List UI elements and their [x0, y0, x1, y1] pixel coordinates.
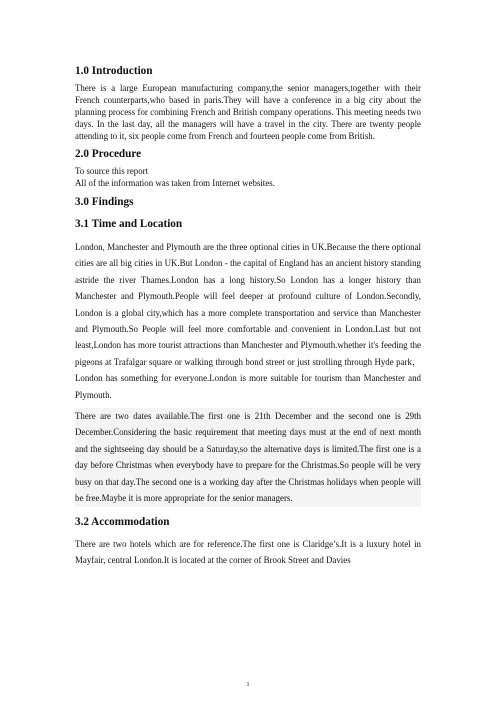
heading-findings: 3.0 Findings — [75, 196, 134, 208]
document-content — [75, 64, 421, 568]
page-number: 1 — [246, 681, 250, 688]
heading-accommodation: 3.2 Accommodation — [75, 515, 170, 528]
paragraph-time-location-cities: London, Manchester and Plymouth are the three optional cities in UK.Because the there optional cities are all big cities in UK.But London - the capital of England has an ancient history standing astride the river Thames.London has a long history.So London has a longer history than Manchester and Plymouth.People will feel deeper at profound culture of London.Secondly, London is a global city,which has a more complete transportation and service than Manchester and Plymouth.So People will feel more comfortable and convenient in London.Last but not least,London has more tourist attractions than Manchester and Plymouth.whether it's feeding the pigeons at Trafalgar square or walking through bond street or just strolling through Hyde park，London has something for everyone.London is more suitable for tourism than Manchester and Plymouth. — [75, 242, 421, 400]
heading-introduction: 1.0 Introduction — [75, 65, 153, 77]
heading-procedure: 2.0 Procedure — [75, 148, 142, 160]
paragraph-introduction: There is a large European manufacturing company,the senior managers,together with their French counterparts,who based in paris.They will have a conference in a big city about the planning process for combining French and British company operations. This meeting needs two days. In the last day, all the managers will have a travel in the city. There are twenty people attending to it, six people come from French and fourteen people come from British. — [75, 83, 421, 141]
paragraph-accommodation: There are two hotels which are for reference.The first one is Claridge’s.It is a luxury hotel in Mayfair, central London.It is located at the corner of Brook Street and Davies — [75, 538, 421, 565]
paragraph-time-location-dates: There are two dates available.The first one is 21th December and the second one is 29th December.Considering the basic requirement that meeting days must at the end of next month and the sightseeing day should be a Saturday,so the alternative days is limited.The first one is a day before Christmas when everybody have to prepare for the Christmas.So people will be very busy on that day.The second one is a working day after the Christmas holidays when people will be free.Maybe it is more appropriate for the senior managers. — [75, 408, 421, 506]
paragraph-procedure-line2: All of the information was taken from Internet websites. — [75, 178, 275, 188]
heading-time-and-location: 3.1 Time and Location — [75, 218, 183, 230]
paragraph-procedure-line1: To source this report — [75, 166, 149, 176]
